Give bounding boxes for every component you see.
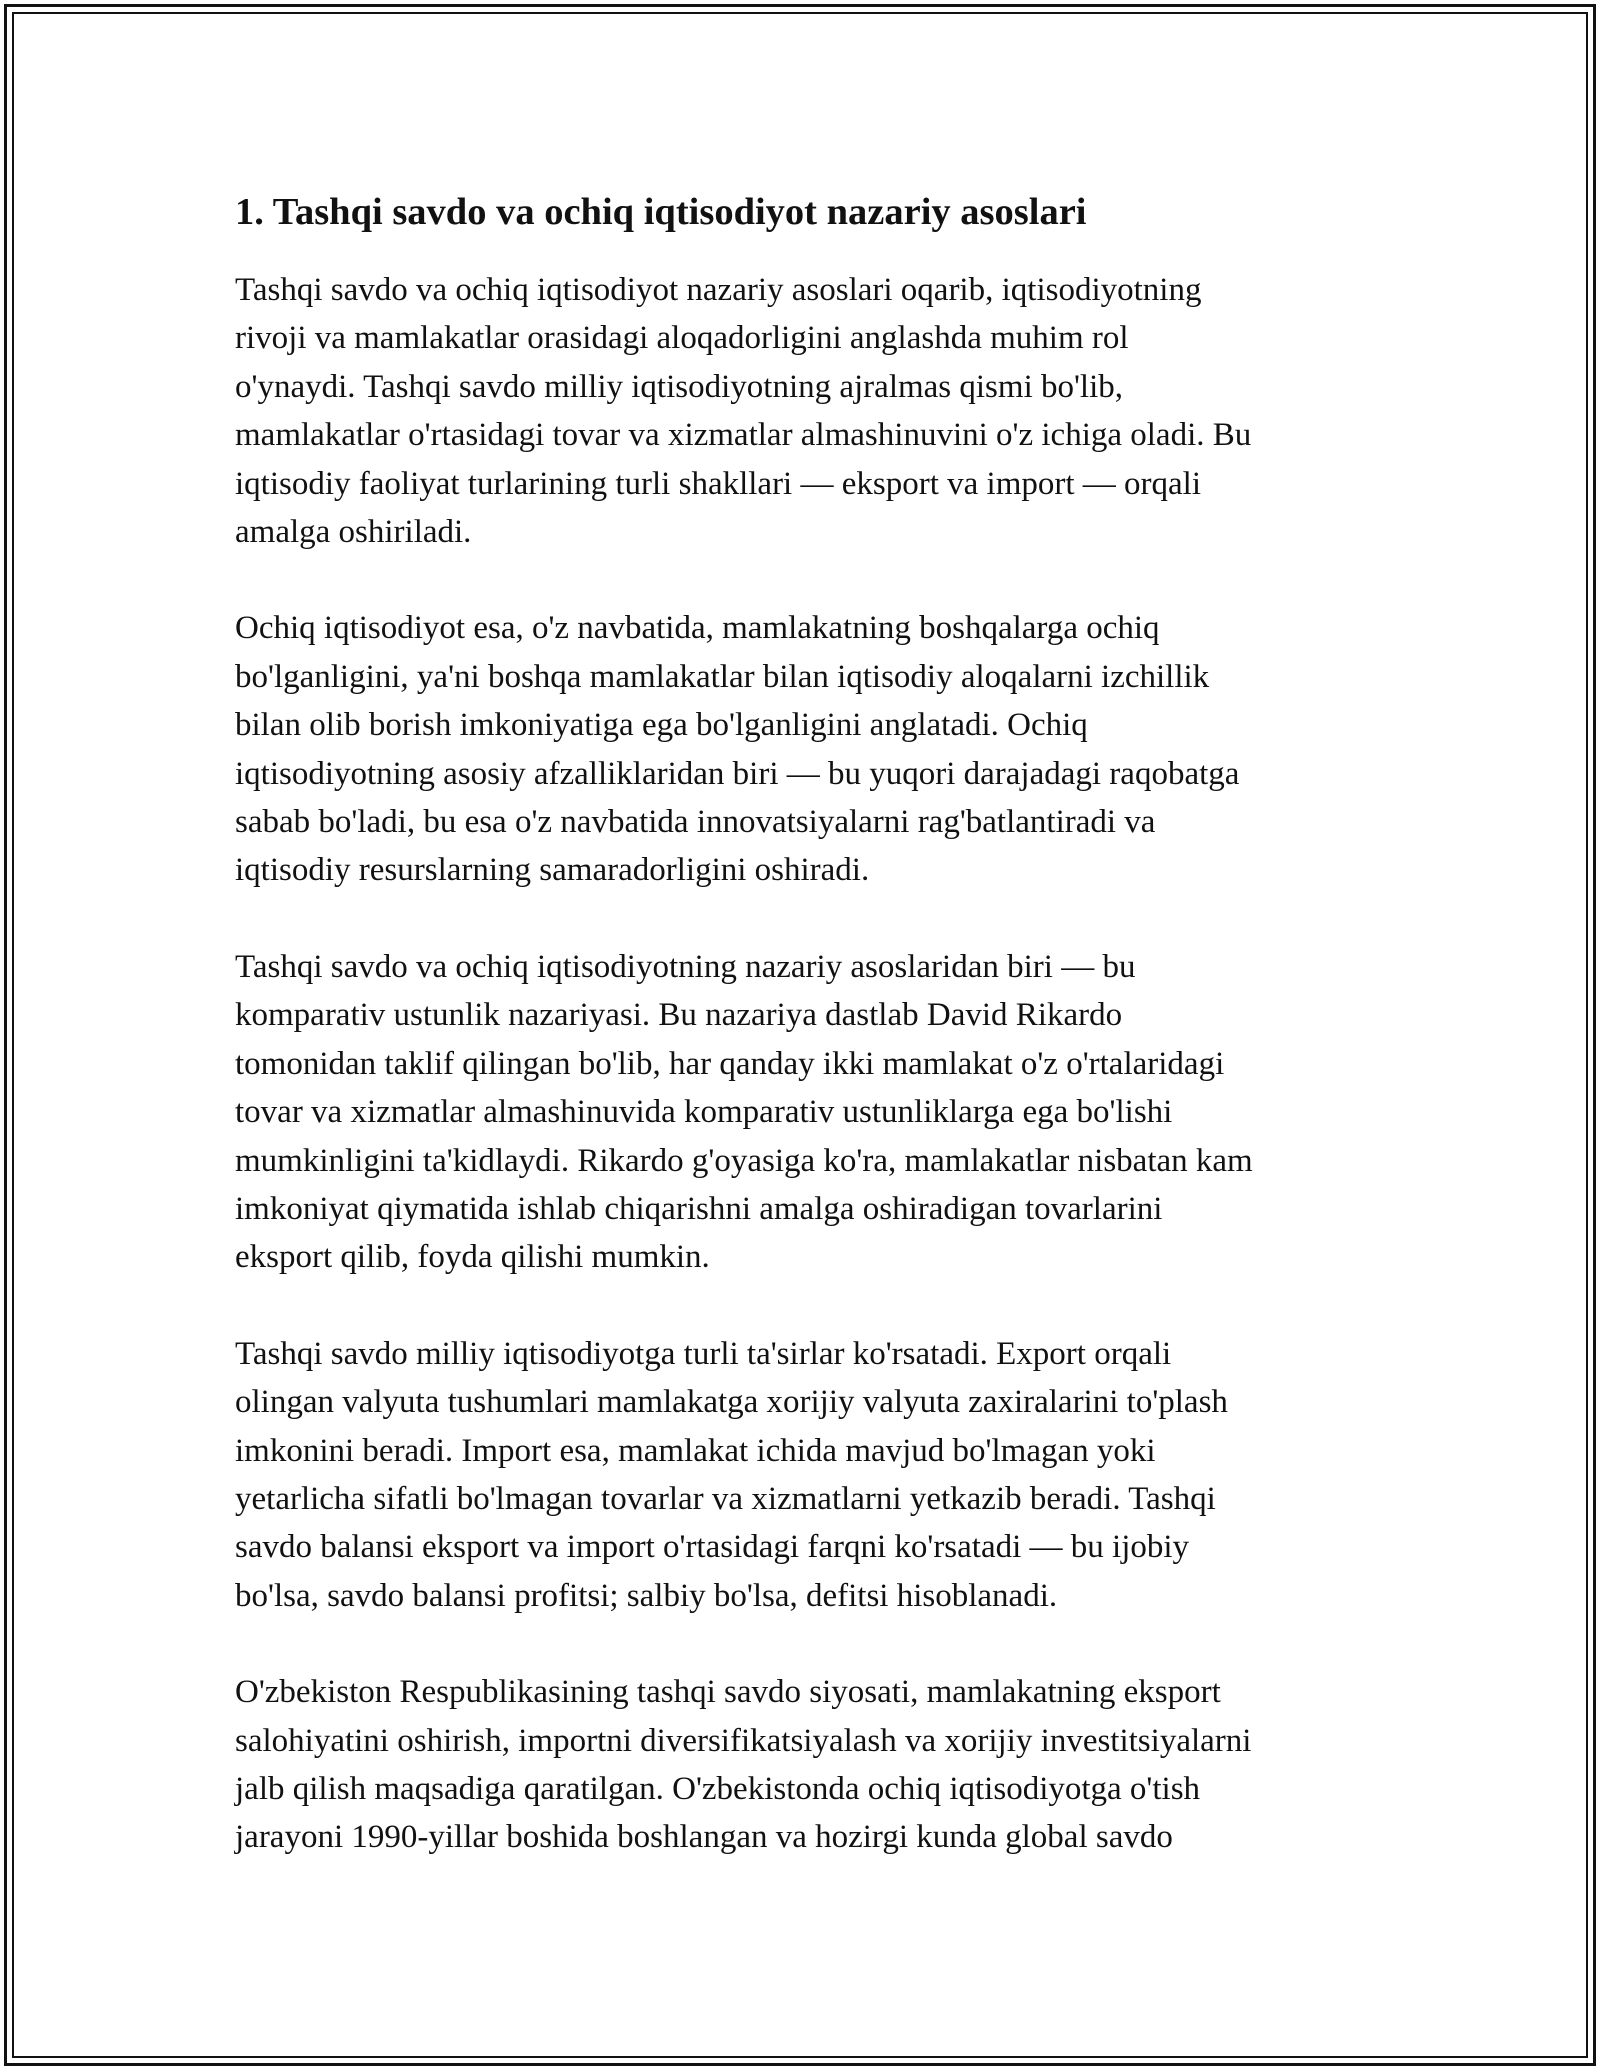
text-line: tomonidan taklif qilingan bo'lib, har qanday ikki mamlakat o'z o'rtalaridagi xyxy=(235,1045,1225,1082)
text-line: amalga oshiriladi. xyxy=(235,514,472,551)
text-line: imkonini beradi. Import esa, mamlakat ichida mavjud bo'lmagan yoki xyxy=(235,1432,1156,1469)
paragraph-1 xyxy=(235,266,1375,556)
paragraph-2 xyxy=(235,604,1375,894)
text-line: imkoniyat qiymatida ishlab chiqarishni amalga oshiradigan tovarlarini xyxy=(235,1190,1163,1227)
text-line: olingan valyuta tushumlari mamlakatga xorijiy valyuta zaxiralarini to'plash xyxy=(235,1384,1228,1421)
text-line: Tashqi savdo va ochiq iqtisodiyotning nazariy asoslaridan biri — bu xyxy=(235,948,1136,985)
text-line: o'ynaydi. Tashqi savdo milliy iqtisodiyotning ajralmas qismi bo'lib, xyxy=(235,368,1124,405)
text-line: iqtisodiyotning asosiy afzalliklaridan biri — bu yuqori darajadagi raqobatga xyxy=(235,755,1240,792)
text-line: komparativ ustunlik nazariyasi. Bu nazariya dastlab David Rikardo xyxy=(235,997,1123,1034)
text-line: eksport qilib, foyda qilishi mumkin. xyxy=(235,1239,710,1276)
text-line: Tashqi savdo va ochiq iqtisodiyot nazariy asoslari oqarib, iqtisodiyotning xyxy=(235,272,1202,308)
text-line: mamlakatlar o'rtasidagi tovar va xizmatlar almashinuvini o'z ichiga oladi. Bu xyxy=(235,417,1252,454)
text-line: sabab bo'ladi, bu esa o'z navbatida innovatsiyalarni rag'batlantiradi va xyxy=(235,804,1156,841)
text-line: bo'lsa, savdo balansi profitsi; salbiy bo'lsa, defitsi hisoblanadi. xyxy=(235,1577,1058,1614)
text-line: jalb qilish maqsadiga qaratilgan. O'zbekistonda ochiq iqtisodiyotga o'tish xyxy=(235,1770,1201,1807)
text-line: bilan olib borish imkoniyatiga ega bo'lganligini anglatadi. Ochiq xyxy=(235,707,1088,744)
text-line: iqtisodiy faoliyat turlarining turli shakllari — eksport va import — orqali xyxy=(235,465,1201,502)
text-line: O'zbekiston Respublikasining tashqi savdo siyosati, mamlakatning eksport xyxy=(235,1674,1221,1711)
text-line: mumkinligini ta'kidlaydi. Rikardo g'oyasiga ko'ra, mamlakatlar nisbatan kam xyxy=(235,1142,1253,1179)
text-line: salohiyatini oshirish, importni diversifikatsiyalash va xorijiy investitsiyalarni xyxy=(235,1722,1252,1759)
text-line: jarayoni 1990-yillar boshida boshlangan va hozirgi kunda global savdo xyxy=(235,1819,1173,1856)
paragraph-3 xyxy=(235,943,1375,1282)
paragraph-4 xyxy=(235,1330,1375,1620)
text-line: Tashqi savdo milliy iqtisodiyotga turli ta'sirlar ko'rsatadi. Export orqali xyxy=(235,1335,1172,1372)
paragraph-5 xyxy=(235,1668,1375,1862)
text-line: rivoji va mamlakatlar orasidagi aloqadorligini anglashda muhim rol xyxy=(235,320,1129,357)
text-line: savdo balansi eksport va import o'rtasidagi farqni ko'rsatadi — bu ijobiy xyxy=(235,1529,1190,1566)
text-line: iqtisodiy resurslarning samaradorligini oshiradi. xyxy=(235,852,870,889)
text-line: bo'lganligini, ya'ni boshqa mamlakatlar bilan iqtisodiy aloqalarni izchillik xyxy=(235,658,1210,695)
section-heading: 1. Tashqi savdo va ochiq iqtisodiyot nazariy asoslari xyxy=(235,191,1087,233)
text-line: tovar va xizmatlar almashinuvida komparativ ustunliklarga ega bo'lishi xyxy=(235,1094,1173,1131)
text-line: yetarlicha sifatli bo'lmagan tovarlar va xizmatlarni yetkazib beradi. Tashqi xyxy=(235,1480,1216,1517)
document-body xyxy=(235,186,1375,1910)
text-line: Ochiq iqtisodiyot esa, o'z navbatida, mamlakatning boshqalarga ochiq xyxy=(235,610,1160,647)
